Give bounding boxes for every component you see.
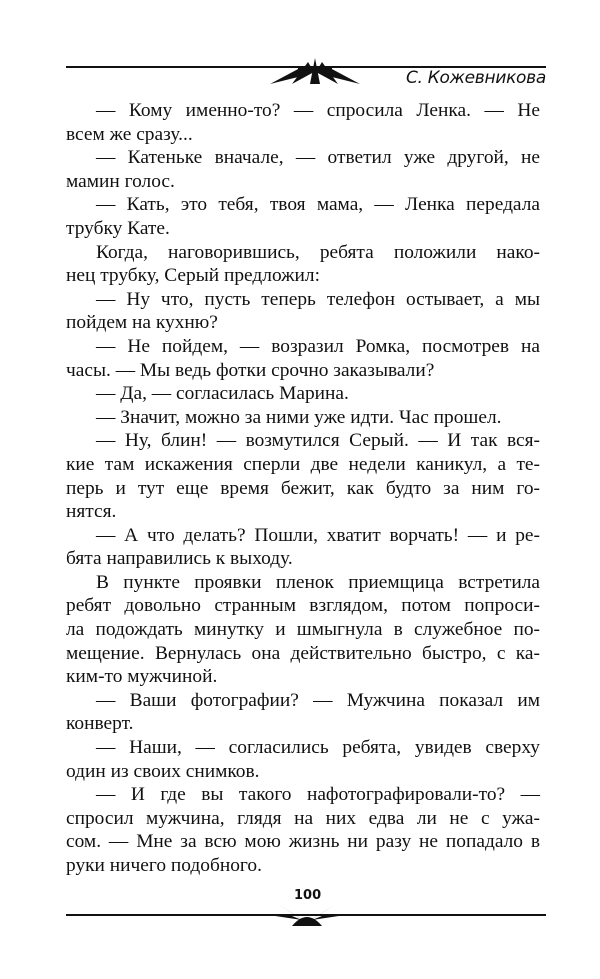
footer-rule: [66, 914, 546, 916]
text-line: — Кому именно-то? — спросила Ленка. — Не: [96, 100, 540, 121]
text-line: сом. — Мне за всю мою жизнь ни разу не попадало в: [66, 831, 540, 853]
text-line: спросил мужчина, глядя на них едва ли не с ужа-: [66, 807, 540, 829]
text-line: трубку Кате.: [66, 217, 170, 239]
text-line: нец трубку, Серый предложил:: [66, 265, 320, 287]
sunburst-ornament-icon: [262, 900, 352, 926]
text-line: — Значит, можно за ними уже идти. Час прошел.: [96, 406, 502, 428]
text-line: конверт.: [66, 713, 134, 735]
page-footer: [66, 888, 546, 928]
text-line: мещение. Вернулась она действительно быстро, с ка-: [66, 642, 540, 664]
text-line: — И где вы такого нафотографировали-то? —: [96, 784, 540, 806]
text-line: — Да, — согласилась Марина.: [96, 383, 349, 405]
text-line: мамин голос.: [66, 170, 175, 192]
text-line: — Наши, — согласились ребята, увидев сверху: [96, 737, 540, 759]
text-line: — Не пойдем, — возразил Ромка, посмотрев на: [96, 335, 540, 357]
page-header: [66, 58, 546, 92]
page-body-text: [66, 99, 540, 878]
text-line: В пункте проявки пленок приемщица встретила: [96, 571, 540, 593]
author-name: С. Кожевникова: [405, 68, 546, 88]
text-line: — Кать, это тебя, твоя мама, — Ленка передала: [96, 194, 540, 216]
text-line: — Катеньке вначале, — ответил уже другой, не: [96, 147, 540, 169]
text-line: бята направились к выходу.: [66, 548, 293, 570]
text-line: — Ну что, пусть теперь телефон остывает, а мы: [96, 288, 540, 310]
sunburst-ornament-icon: [270, 58, 360, 84]
text-line: ла подождать минутку и шмыгнула в служебное по-: [66, 619, 540, 641]
text-line: один из своих снимков.: [66, 760, 260, 782]
text-line: всем же сразу...: [66, 123, 193, 145]
text-line: кие там искажения сперли две недели каникул, а те-: [66, 453, 540, 475]
text-line: часы. — Мы ведь фотки срочно заказывали?: [66, 359, 435, 381]
page-number: 100: [294, 888, 322, 903]
text-line: пойдем на кухню?: [66, 312, 218, 334]
text-line: ребят довольно странным взглядом, потом попроси-: [66, 595, 540, 617]
text-line: — Ваши фотографии? — Мужчина показал им: [96, 689, 540, 711]
text-line: — Ну, блин! — возмутился Серый. — И так вся-: [96, 430, 540, 452]
text-line: руки ничего подобного.: [66, 855, 262, 876]
text-line: нятся.: [66, 501, 117, 523]
text-line: — А что делать? Пошли, хватит ворчать! — и ре-: [96, 524, 540, 546]
text-line: ким-то мужчиной.: [66, 666, 218, 688]
text-line: перь и тут еще время бежит, как будто за ним го-: [66, 477, 540, 499]
text-line: Когда, наговорившись, ребята положили нако-: [96, 241, 540, 263]
